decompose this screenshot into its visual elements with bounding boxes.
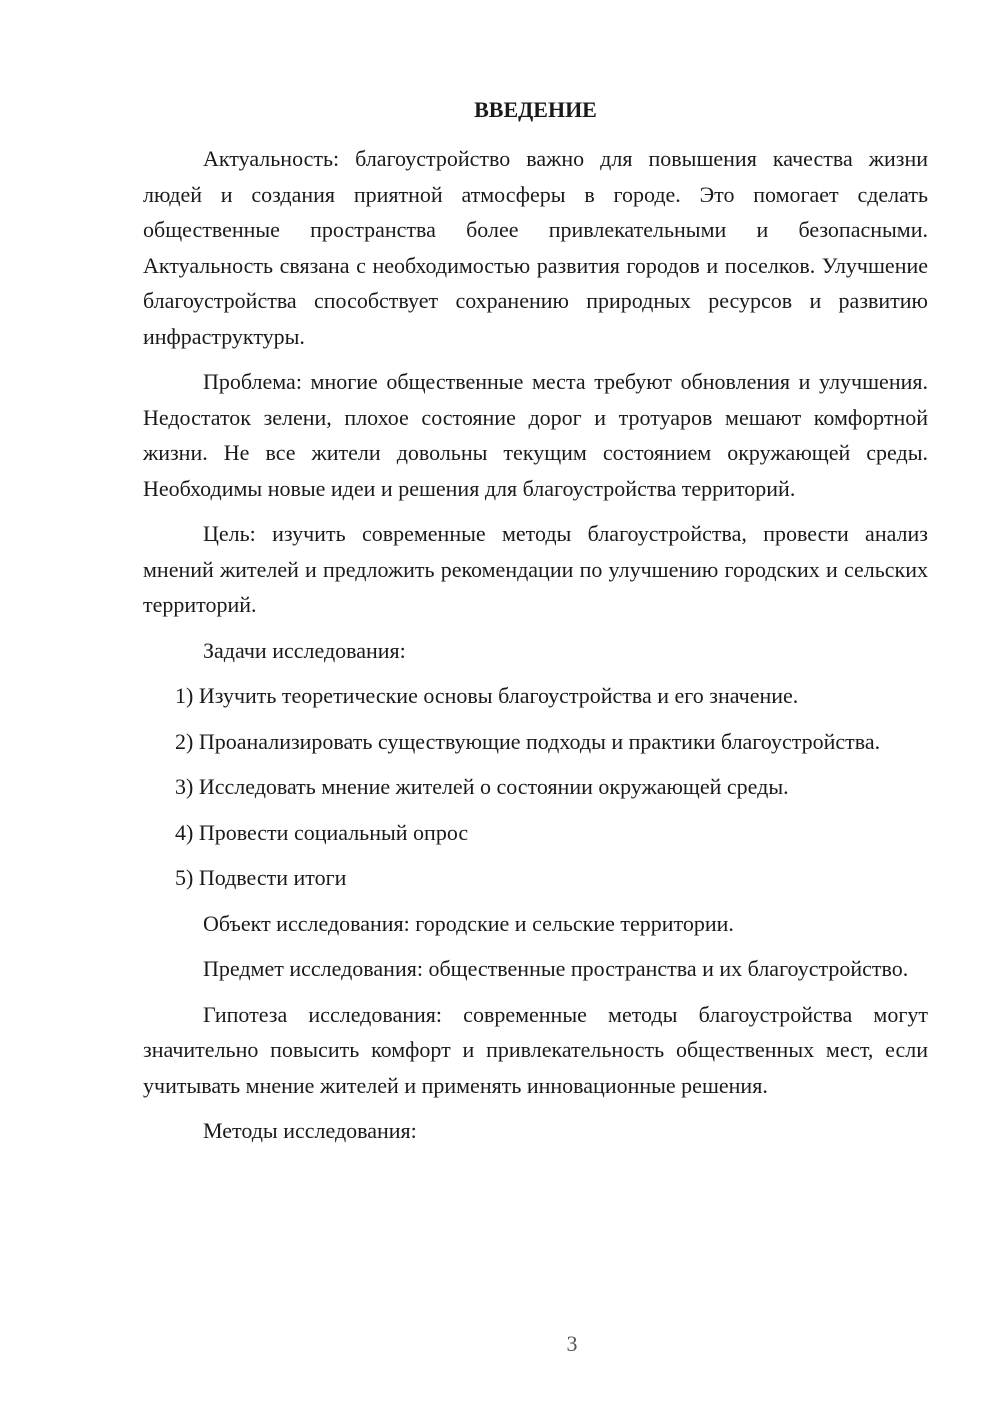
section-title: ВВЕДЕНИЕ [474,97,597,122]
object-paragraph: Объект исследования: городские и сельские территории. [203,910,734,936]
document-page [143,92,928,1159]
task-item: 3) Исследовать мнение жителей о состоянии окружающей среды. [175,774,789,799]
task-item: 1) Изучить теоретические основы благоустройства и его значение. [175,683,799,708]
task-item: 2) Проанализировать существующие подходы и практики благоустройства. [175,728,881,754]
subject-paragraph: Предмет исследования: общественные пространства и их благоустройство. [203,956,909,981]
tasks-list [143,678,928,896]
task-item: 5) Подвести итоги [175,865,347,890]
tasks-heading: Задачи исследования: [203,637,406,663]
methods-heading: Методы исследования: [203,1118,417,1143]
task-item: 4) Провести социальный опрос [175,819,469,845]
problem-paragraph: Проблема: многие общественные места требуют обновления и улучшения. Недостаток зелени, плохое состояние дорог и тротуаров мешают комфортной жизни. Не все жители довольны текущим состоянием окружающей среды. Необходимы новые идеи и решения для благоустройства территорий. [143,369,928,501]
goal-paragraph: Цель: изучить современные методы благоустройства, провести анализ мнений жителей и предложить рекомендации по улучшению городских и сельских территорий. [143,521,928,617]
hypothesis-paragraph: Гипотеза исследования: современные методы благоустройства могут значительно повысить комфорт и привлекательность общественных мест, если учитывать мнение жителей и применять инновационные решения. [143,1001,928,1098]
page-number: 3 [566,1331,578,1356]
relevance-paragraph: Актуальность: благоустройство важно для повышения качества жизни людей и создания приятной атмосферы в городе. Это помогает сделать общественные пространства более привлекательными и безопасными. Актуальность связана с необходимостью развития городов и поселков. Улучшение благоустройства способствует сохранению природных ресурсов и развитию инфраструктуры. [143,146,928,349]
